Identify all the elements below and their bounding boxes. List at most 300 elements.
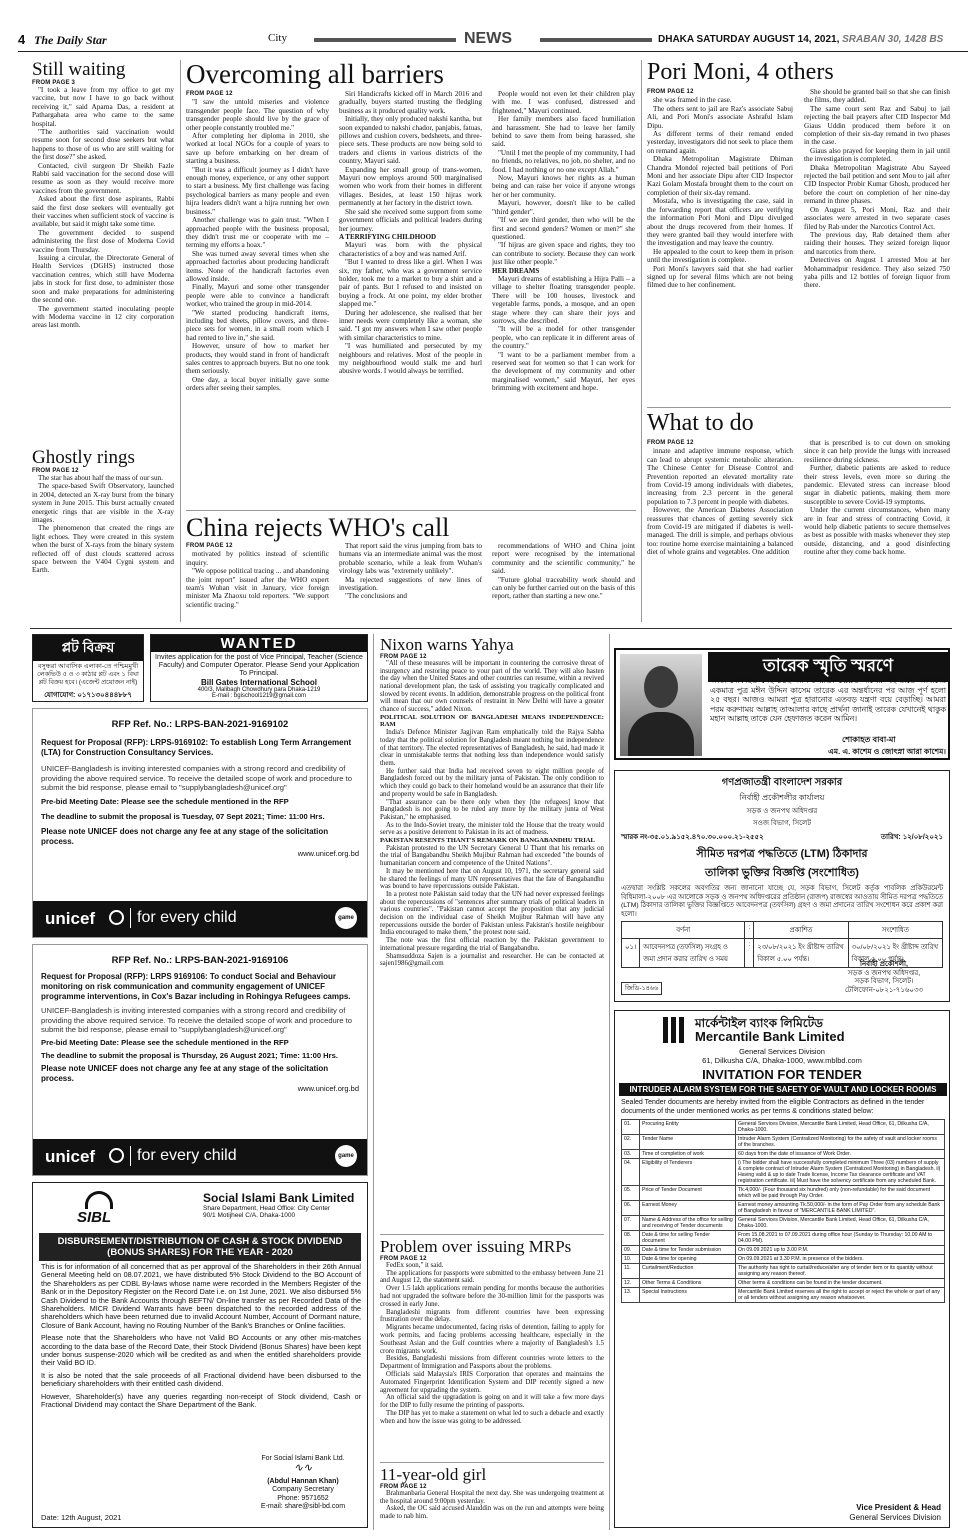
banner-divider [130,1146,131,1166]
signatory-name: (Abdul Hannan Khan) [267,1477,339,1485]
article-body [380,1262,604,1426]
portrait-shoulders [628,712,694,756]
paragraph: However, the American Diabetes Association reassures that chances of getting severely sick from Covid-19 are mitigated if diabetes is well-managed. The drill is simple, and perhaps obvious too: routine home exercise maintaining a balanced diet of whole grains and vegetables. One addition [647,506,793,557]
paragraph: As to the Indo-Soviet treaty, the minister told the House that the treaty would serve as a positive deterrent to Pakistan in its act of madness. [380,821,604,837]
paragraph: The phenomenon that created the rings are light echoes. They were created in this system when the burst of X-rays from the binary system reflected off of dust clouds scattered across space between the V404 Cygni system and Earth. [32,524,174,575]
ad-title: প্লট বিক্রয় [33,635,143,661]
invitation-intro: Sealed Tender documents are hereby invited from the eligible Contractors as defined in the tender documents of the under mentioned works as per terms & conditions stated below: [621,1099,925,1115]
sibl-signature-block [243,1455,363,1512]
row-revised: ৩০/০৮/২০২১ ইং খ্রীষ্টাব্দ তারিখ বিকাল ৫.০০ পর্যন্ত। [848,939,942,968]
paragraph: "I saw the untold miseries and violence transgender people face. The question of why transgender people should live by the grace of other people constantly troubled me." [186,98,329,132]
tender-value-cell: General Services Division, Mercantile Bank Limited, Head Office, 61, Dilkusha C/A, Dhaka-1000. [736,1216,945,1231]
header-cell: প্রকাশিত [754,922,848,939]
paragraph: Brahmanbaria General Hospital the next day. She was undergoing treatment at the hospital around 9:00pm yesterday. [380,1489,604,1505]
rfp-ref: RFP Ref. No.: LRPS-BAN-2021-9169102 [111,719,289,730]
paragraph: Dhaka Metropolitan Magistrate Dhiman Chandra Mondol rejected bail petitions of Pori Moni and her associate Dipu after CID Inspector Kazi Golam Mostafa brought them to the court on completion of their six-day remand. [647,155,793,197]
column-3 [492,90,635,393]
paragraph: Dhaka Metropolitan Magistrate Abu Sayeed rejected the bail petition and sent Mou to jail after CID Inspector Probir Kumar Ghosh, produced her before the court on completion of her nine-day remand in three phases. [804,163,950,206]
paragraph: Please note that the Shareholders who have not Valid BO Accounts or any other mis-matches according to the data base of the Record Date, their Stock Dividend (Bonus Shares) have been kept under bonus suspense-2020 which will be credited as and when the entitled shareholders provide their Valid BO ID. [41,1333,361,1368]
from-page: FROM PAGE 12 [647,440,694,446]
article-body [380,1490,604,1521]
paragraph: Issuing a circular, the Directorate General of Health Services (DGHS) instructed those vaccination centres, which still have Moderna jabs in stock for first dose, to administer those soon and make preparations for administering the second one. [32,254,174,305]
column-1 [186,542,329,609]
ad-tarek-memorial [614,648,950,760]
rfp-body: UNICEF-Bangladesh is inviting interested companies with a strong record and credibility of providing the above required service. To receive the detailed scope of work and procedure to submit the bid response, please email to "supplybangladesh@unicef.org" [41,1006,352,1034]
subhead: POLITICAL SOLUTION OF BANGLADESH MEANS INDEPENDENCE: RAM [380,713,604,729]
paragraph: "Until I met the people of my community, I had no friends, no relatives, no job, no shelter, and no food. I had nothing or no one except Allah." [492,148,635,174]
tender-value-cell: On 09.09.2021 up to 3.00 P.M. [736,1246,945,1255]
article-body [32,86,174,330]
paragraph: Mostafa, who is investigating the case, said in the forwarding report that officers are verifying the information Pori Moni and Dipu divulged about the drugs recovered from their homes. If they were granted bail they would interfere with the investigation and may leave the country. [647,197,793,248]
tender-label-cell: Procuring Entity [640,1120,736,1135]
ad-phone-line [33,689,143,701]
header-cell: সংশোধিত [848,922,942,939]
sibl-header [203,1191,363,1219]
tender-table [621,1119,945,1303]
paragraph: recommendations of WHO and China joint report were recognised by the international community and the scientific community," he said. [492,542,635,576]
category-label: NEWS [464,30,512,47]
paper-name: The Daily Star [34,33,107,47]
mbl-logo-icon [661,1017,687,1043]
section-rule [186,510,636,511]
subhead: A TERRIFYING CHILDHOOD [339,232,437,241]
headline: Pori Moni, 4 others [647,60,834,85]
rfp-url[interactable]: www.unicef.org.bd [297,848,359,858]
row-colon: : [745,939,754,968]
signature-label: শোকাহত বাবা-মা [842,735,896,744]
paragraph: Asked, the OC said accused Alauddin was on the run and attempts were being made to nab him. [380,1505,604,1521]
rfp-body: UNICEF-Bangladesh is inviting interested companies with a strong record and credibility of providing the above required service. To receive the detailed scope of work and procedure to submit the bid response, please email to "supplybangladesh@unicef.org" [41,764,352,792]
headline: Problem over issuing MRPs [380,1238,572,1256]
byline: Shamsuddoza Sajen is a journalist and researcher. He can be contacted at sajen1986@gmail.com [380,952,604,968]
headline: China rejects WHO's call [186,514,450,542]
paragraph: "It will be a model for other transgender people, who can replicate it in different areas of the country." [492,325,635,351]
table-row [622,1201,945,1216]
masthead-rule-left [314,38,456,42]
from-page: FROM PAGE 12 [380,1255,427,1262]
sibl-arch-icon [85,1191,113,1209]
rfp-url[interactable]: www.unicef.org.bd [297,1083,359,1093]
from-page: FROM PAGE 12 [380,1483,427,1490]
article-nixon [380,636,604,1230]
tender-label-cell: Earnest Money [640,1201,736,1216]
ad-plot-sale [32,634,144,702]
rfp-deadline: The deadline to submit the proposal is Thursday, 26 August 2021; Time: 11:00 Hrs. [41,1050,338,1060]
paragraph: "That assurance can be there only when they [the refugees] know that Bangladesh is not going to be ruled any more by the military junta of West Pakistan," he emphasised. [380,798,604,821]
paragraph: Over 1.5 lakh applications remain pending for months because the authorities had not upgraded the software before the 30-million limit for the passports was crossed in early June. [380,1285,604,1308]
from-page: FROM PAGE 12 [380,653,427,660]
rfp-ref: RFP Ref. No.: LRPS-BAN-2021-9169106 [111,955,289,966]
rfp-note: Please note UNICEF does not charge any fee at any stage of the solicitation process. [41,826,329,846]
column-2 [804,439,950,557]
tender-label-cell: Date & time for selling Tender document [640,1231,736,1246]
headline: Overcoming all barriers [186,60,444,89]
paragraph: "But I wanted to dress like a girl. When I was six, my father, who was a government service holder, took me to a market to buy a shirt and a pair of pants. But I refused to and insisted on buying a frock. At one point, my elder brother slapped me." [339,258,482,309]
masthead-underline [18,51,968,52]
unicef-banner [33,1139,367,1175]
ad-title: WANTED [151,635,367,652]
tagline: for every child [137,909,237,926]
tender-value-cell: On 09.09.2021 at 3.30 P.M. in presence of the bidders. [736,1255,945,1264]
section-rule [380,1462,604,1463]
rfp-title: Request for Proposal (RFP): LRPS 9169106: To conduct Social and Behaviour monitoring on risk communication and community engagement of UNICEF programme interventions, in Cox's Bazar including in Rohingya Refugees camps. [41,972,351,1001]
paragraph: "The conclusions and [345,592,408,601]
paragraph: She should be granted bail so that she can finish the films, they added. [804,88,950,105]
tender-value-cell: Other terms & conditions can be found in the tender document. [736,1279,945,1288]
row-published: ২৩/০৮/২০২১ ইং খ্রীষ্টাব্দ তারিখ বিকাল ৫.০০ পর্যন্ত। [754,939,848,968]
tender-no-cell: 04. [622,1159,640,1186]
paragraph: During her adolescence, she realised that her inner needs were completely like a woman, she said. "I got my answers when I saw other people with similar characteristics to mine. [339,308,482,342]
row-description: আবেদনপত্র (তফসিল) সংগ্রহ ও জমা প্রদান করার তারিখ ও সময় [640,939,745,968]
article-pori-moni [647,60,951,408]
gd-reference: জিডি-১৪৬৬ [621,982,662,995]
paragraph: Bangladeshi migrants from different countries have been expressing frustration over the delay. [380,1308,604,1324]
govt-signature [829,961,939,995]
parents-names: এম. এ. কাশেম ও জোৎস্না আরা কাশেম। [828,747,946,756]
header-cell: বর্ণনা [622,922,745,939]
paragraph: She was turned away several times when she approached factories about producing handicraft items. None of the handicraft factories even allowed inside. [186,249,329,283]
table-row [622,1186,945,1201]
paragraph: Giaus also prayed for keeping them in jail until the investigation is completed. [804,146,950,164]
bank-bangla-name: মার্কেন্টাইল ব্যাংক লিমিটেড [695,1016,823,1030]
unicef-logo-text: unicef [45,1147,96,1166]
portrait-photo [620,654,702,756]
article-mrps [380,1238,604,1460]
article-still-waiting [32,60,174,440]
tender-value-cell: Earnest money amounting Tk.50,000/- in the form of Pay Order from any schedule Bank of Bangladesh in favour of "MERCANTILE BANK LIMITED". [736,1201,945,1216]
ads-divider [30,628,952,629]
paragraph: Contacted, civil surgeon Dr Sheikh Fazle Rabbi said vaccination for the second dose will resume as soon as they would receive more vaccines from the government. [32,161,174,195]
paragraph: The government decided to suspend administering the first dose of Moderna Covid vaccine from Thursday. [32,228,174,254]
sibl-logo [73,1191,143,1227]
article-what-to-do [647,411,951,622]
mbl-signature [849,1503,941,1523]
column-3 [492,542,635,601]
paragraph: He further said that India had received seven to eight million people of Bangladesh forced out by the military junta of Pakistan. The only condition to which they could go back to their homeland would be an assurance that their life and property would be safe in Bangladesh. [380,767,604,798]
paragraph: FedEx soon," it said. [386,1261,444,1269]
sibl-body [41,1263,361,1410]
ad-body: বসুন্ধরা আবাসিক এলাকা-তে পশ্চিমমুখী লেকভিউ ৫ ও ৩ কাঠার প্লট এবং ১ বিঘা প্লট বিক্রয় হবে। (এজেন্ট প্রয়োজন নাই) [37,663,139,686]
paragraph: Mayuri was born with the physical characteristics of a boy and was named Arif. [339,241,482,258]
table-row [622,1216,945,1231]
from-page: FROM PAGE 12 [647,89,694,95]
tender-no-cell: 06. [622,1201,640,1216]
headline: Nixon warns Yahya [380,636,514,654]
memo-number: স্মারক নং-৩৫.০১.৯১৫২.৪৭০.৩০.০০০.২১-২৫৫২ [621,834,764,841]
column-2 [339,542,482,601]
invitation-subject: INTRUDER ALARM SYSTEM FOR THE SAFETY OF VAULT AND LOCKER ROOMS [619,1083,947,1096]
tender-no-cell: 10. [622,1255,640,1264]
paragraph: Besides, Bangladeshi missions from different countries wrote letters to the Department of Immigration and Passports about the problems. [380,1355,604,1371]
paragraph: Asked about the first dose aspirants, Rabbi said the first dose seekers will eventually get their vaccines when sufficient stock of vaccine is available, but said it might take some time. [32,195,174,229]
tender-table-wrap [621,1119,945,1303]
table-header-row [622,922,943,939]
tender-value-cell: i) The bidder shall have successfully completed minimum Three (03) numbers of supply & complete contract of Intruder Alarm System (Centralized Monitoring) in Bangladesh. ii) Having valid & up to date Trade license, Income Tax clearance certificate and VAT registration certificate. iii) Must have the solvency certificate from any scheduled Bank. [736,1159,945,1186]
paragraph: Mayuri dreams of establishing a Hijra Palli – a village to shelter floating transgender people. There will be 100 houses, livestock and vegetable farms, ponds, a mosque, and an open stage where they can share their joys and sorrows, she described. [492,274,635,325]
headline: Still waiting [32,60,126,80]
paragraph: However, unsure of how to market her products, they would stand in front of handicraft sales centres to approach buyers. But no one took them seriously. [186,342,329,376]
paragraph: After completing her diploma in 2010, she worked at local NGOs for a couple of years to save up before embarking on her dream of starting a business. [186,132,329,166]
tender-no-cell: 08. [622,1231,640,1246]
bank-name: Mercantile Bank Limited [695,1029,845,1044]
tagline: for every child [137,1147,237,1164]
portrait-head [644,666,678,708]
section-label: City [268,32,287,44]
article-overcoming [186,60,636,508]
from-page: FROM PAGE 12 [186,91,233,97]
date-line [658,34,943,45]
section-rule [647,407,951,408]
tender-no-cell: 09. [622,1246,640,1255]
paragraph: Further, diabetic patients are asked to reduce their stress levels, even more so during the pandemic. Elevated stress can increase blood sugar in diabetic patients, making them more susceptible to severe Covid-19 symptoms. [804,464,950,506]
tender-label-cell: Price of Tender Document [640,1186,736,1201]
tender-label-cell: Special Instructions [640,1288,736,1303]
table-row [622,1135,945,1150]
govt-line-1: গণপ্রজাতন্ত্রী বাংলাদেশ সরকার [721,777,843,788]
paragraph: that is prescribed is to cut down on smoking since it can help provide the lungs with increased resilience during sickness. [804,439,950,464]
paragraph: The space-based Swift Observatory, launched in 2004, detected an X-ray burst from the binary system in June 2015. This burst actually created energetic rings that are visible in the X-ray images. [32,482,174,524]
paragraph: Migrants became undocumented, facing risks of detention, failing to apply for work permits, and facing problems accessing healthcare, especially in the Southeast Asian and the Gulf countries where a majority of Bangladesh's 1.5 crore migrants work. [380,1324,604,1355]
notice-title-1: সীমিত দরপত্র পদ্ধতিতে (LTM) ঠিকাদার [696,848,868,860]
table-row [622,1150,945,1159]
for-bank: For Social Islami Bank Ltd. [261,1455,345,1462]
column-rule [641,60,642,622]
game-badge: game [335,1145,357,1167]
masthead [18,30,968,50]
paragraph: The others sent to jail are Raz's associate Sabuj Ali, and Pori Moni's associate Ashraful Islam Dipu. [647,104,793,130]
paragraph: It may be mentioned here that on August 10, 1971, the secretary general said he shared the feelings of many UN representatives that the fate of Bangabandhu was bound to have repercussions outside Pakistan. [380,867,604,891]
paragraph: "All of these measures will be important in countering the corrosive threat of insurgency and restoring peace to your part of the world. They will also hasten the day when the United States and other countries can resume, within a revived national development plan, the task of assisting you tragically complicated and slowed by recent events. In addition, demonstrable progress on the political front will mean that our own counsels of restraint in New Delhi will have a greater chance of success," added Nixon. [380,659,604,714]
column-rule [373,634,374,1530]
subhead: HER DREAMS [492,266,540,275]
paragraph: Another challenge was to gain trust. "When I approached people with the business proposal, they didn't trust me or cooperate with me – terming my efforts a hoax." [186,216,329,250]
headline: Ghostly rings [32,448,135,468]
paragraph: she was framed in the case. [653,96,732,105]
rfp-meeting: Pre-bid Meeting Date: Please see the schedule mentioned in the RFP [41,1037,289,1047]
tender-label-cell: Curtailment/Reduction [640,1264,736,1279]
paragraph: The government started inoculating people with Moderna vaccine in 12 city corporation areas last month. [32,304,174,330]
tender-value-cell: From 15.08.2021 to 07.09.2021 during office hour (Sunday to Thursday: 10.00 AM to 04.00 PM). [736,1231,945,1246]
table-row [622,1264,945,1279]
paragraph: Siri Handicrafts kicked off in March 2016 and gradually, buyers started trusting the fledgling business as it produced quality work. [339,90,482,115]
page-number: 4 [18,32,26,47]
paragraph: That report said the virus jumping from bats to humans via an intermediate animal was the most probable scenario, while a leak from Wuhan's virology labs was "extremely unlikely". [339,542,482,576]
memo-line [615,829,949,845]
paragraph: He appealed to the court to keep them in prison until the investigation is complete. [647,247,793,265]
from-page: FROM PAGE 12 [32,467,79,474]
tender-label-cell: Tender Name [640,1135,736,1150]
ad-phone-label: যোগাযোগ: [44,692,76,699]
bank-division: General Services Division [739,1047,825,1056]
tender-label-cell: Date & time for opening [640,1255,736,1264]
memo-date: তারিখ: ১২/০৮/২০২১ [880,834,943,841]
paragraph: Mayuri, however, doesn't like to be called "third gender". [492,199,635,216]
tender-no-cell: 13. [622,1288,640,1303]
table-row [622,1288,945,1303]
paragraph: Officials said Malaysia's IRIS Corporation that operates and maintains the Automated Fingerprint Identification System and DIP recently signed a new agreement for upgrading the system. [380,1371,604,1394]
ad-unicef-rfp-2 [32,944,368,1176]
ad-phone: ০১৭১৩০৪৪৪৮৮৭ [77,692,132,699]
table-row [622,1159,945,1186]
section-rule [380,1234,604,1235]
paragraph: innate and adaptive immune response, which can lead to abrupt systemic metabolic alteration. The Chinese Center for Disease Control and Prevention reported an elevated mortality rate from Covid-19 among individuals with diabetes, increasing from 2.3 percent in the general population to 7.3 percent in people with diabetes. [647,447,793,506]
sign-line-3: সড়ক বিভাগ, সিলেট। [854,978,914,985]
tender-value-cell: General Services Division, Mercantile Bank Limited, Head Office, 61, Dilkusha C/A, Dhaka-1000. [736,1120,945,1135]
paragraph: People would not even let their children play with me. I was confused, distressed and frightened," Mayuri continued. [492,90,635,115]
paragraph: India's Defence Minister Jagjivan Ram emphatically told the Rajya Sabha today that the political solution for Bangladesh meant nothing but independence of that territory. The elected representatives of Bangladesh, he said, had made it clear in unmistakable terms that nothing less than independence would satisfy them. [380,729,604,767]
sign-line-1: নির্বাহী প্রকৌশলী, [860,961,908,968]
paragraph: Expanding her small group of trans-women, Mayuri now employs around 500 marginalised women who work from their homes in different villages. Besides, at least 150 hijras work permanently at her factory in the district town. [339,165,482,208]
paragraph: motivated by politics instead of scientific inquiry. [186,550,329,567]
tender-no-cell: 02. [622,1135,640,1150]
paragraph: However, Shareholder(s) have any queries regarding non-receipt of Stock dividend, Cash or Fractional Dividend may contact the Share Department of the Bank. [41,1391,361,1410]
paragraph: As different terms of their remand ended yesterday, investigators did not seek to place them on remand again. [647,130,793,155]
rfp-meeting: Pre-bid Meeting Date: Please see the schedule mentioned in the RFP [41,796,289,806]
tender-no-cell: 07. [622,1216,640,1231]
column-rule [180,60,181,622]
tender-no-cell: 03. [622,1150,640,1159]
table-row [622,1120,945,1135]
headline: 11-year-old girl [380,1466,487,1484]
tender-label-cell: Time of completion of work [640,1150,736,1159]
ad-address: 400/3, Malibagh Chowdhury para Dhaka-1219 [197,687,321,693]
ad-sibl-dividend [32,1182,368,1528]
sign-line-2: সড়ক ও জনপথ অধিদপ্তর, [847,969,921,977]
article-ghostly-rings [32,448,174,618]
from-page: FROM PAGE 12 [186,543,233,549]
signatory-role: Company Secretary [272,1486,334,1493]
ad-body: Invites application for the post of Vice Principal, Teacher (Science Faculty) and Computer Operator. Please Send your Application To Principal. [155,652,363,677]
govt-line-4: সওজ বিভাগ, সিলেট [752,820,812,827]
tender-value-cell: Tk.4,000/- (Four thousand six hundred) only (non-refundable) for the said document which will be paid through Pay Order. [736,1186,945,1201]
article-body [380,660,604,968]
paragraph: The applications for passports were submitted to the embassy between June 21 and August 12, the statement said. [380,1269,604,1285]
tender-value-cell: Mercantile Bank Limited reserves all the right to accept or reject the whole or part of any or all tenders without assigning any reason whatsoever. [736,1288,945,1303]
bank-name: Social Islami Bank Limited [203,1191,355,1205]
tender-no-cell: 01. [622,1120,640,1135]
paragraph: "But it was a difficult journey as I didn't have enough money, experience, or any other support to start a business. My first challenge was facing psychological barriers as many people and even hijra leaders didn't want a hijra running her own business." [186,165,329,216]
ad-email: E-mail : bgischool1219@gmail.com [211,693,307,699]
article-girl [380,1466,604,1532]
paragraph: She said she received some support from some government officials and political leaders during her journey. [339,207,482,233]
tender-value-cell: The authority has right to curtail/reduce/alter any of tender item or its quantity without assigning any reason thereof. [736,1264,945,1279]
sibl-logo-text: SIBL [77,1209,112,1226]
column-2 [804,88,950,290]
rfp-title: Request for Proposal (RFP): LRPS-9169102: To establish Long Term Arrangement (LTA) for Construction Consultancy Services. [41,738,352,757]
paragraph: This is for information of all concerned that as per approval of the Shareholders in their 26th Annual General Meeting held on 08.07.2021, we have distributed 5% Stock Dividend to the BO Account of the Shareholders as per CDBL By-laws whose name were recorded in the Members Register of the Bank or in the Depository Register on the Record Date i.e. on 1st June, 2021. We also disbursed 5% Cash Dividend to the Bank Accounts through BEFTN/ On-line transfer as per Recorded Data of the Shareholders. MICR Dividend Warrants have been dispatched to the recorded address of the shareholders which have been returned due to invalid Account Number, Account of Dormant nature, Closure of Bank Account, having no Routing Number of the Bank's Branches or Online facilities. [41,1262,361,1330]
article-china [186,514,636,622]
column-2 [339,90,482,376]
date: DHAKA SATURDAY AUGUST 14, 2021, [658,34,840,45]
paragraph: Detectives on August 1 arrested Mou at her Mohammadpur residence. They also seized 750 yaba pills and 12 bottles of foreign liquor from there. [804,256,950,290]
notice-body: এতদ্বারা সংশ্লিষ্ট সকলের অবগতির জন্য জানানো যাচ্ছে যে, সড়ক বিভাগ, সিলেট কর্তৃক পাবলিক প্রকিউরমেন্ট বিধিমালা-২০০৮ এর আলোকে সড়ক ও জনপথ অধিদপ্তরের প্রতিষ্ঠান (রাজপ) রাজস্বের আওতায় সীমিত দরপত্র পদ্ধতিতে (LTM) ঠিকাদার তালিকা ভুক্তির বিজ্ঞপ্তিতে আবেদনপত্র (তফসিল) গ্রহণ ও জমা প্রদানের তারিখ সংশোধন করে প্রকাশ করা হলো। [621,885,943,918]
paragraph: "I took a leave from my office to get my vaccine, but now I have to go back without receiving it," said Aparna Das, a resident at Pathargahata area who came to the same hospital. [32,85,174,128]
signatory-phone: Phone: 9571652 [277,1494,329,1502]
paragraph: Pori Moni's lawyers said that she had earlier signed up for several films which are not being filmed due to her confinement. [647,264,793,290]
tender-no-cell: 11. [622,1264,640,1279]
paragraph: Now, Mayuri knows her rights as a human being and can raise her voice if anyone wrongs her or her community. [492,174,635,199]
paragraph: On August 5, Pori Moni, Raz and their associates were arrested in two separate cases filed by Rab under the Narcotics Control Act. [804,205,950,231]
column-1 [647,439,793,557]
bank-address: 61, Dilkusha C/A, Dhaka-1000, www.mblbd.com [702,1056,862,1065]
tender-label-cell: Date & time for Tender submission [640,1246,736,1255]
govt-line-2: নির্বাহী প্রকৌশলীর কার্যালয় [739,793,825,802]
subhead: PAKISTAN RESENTS THANT'S REMARK ON BANGABANDHU TRIAL [380,837,595,845]
game-badge: game [335,907,357,929]
paragraph: The DIP has yet to make a statement on what led to such a debacle and exactly when and how the issue was going to be addressed. [380,1409,604,1425]
sign-line-2: General Services Division [849,1513,941,1522]
table-row [622,1279,945,1288]
unicef-logo-text: unicef [45,909,96,928]
paragraph: Pakistan protested to the UN Secretary General U Thant that his remarks on the trial of Bangabandhu Sheikh Mujibur Rahman had exceeded "the bounds of humanitarian concern and competence of the United Nations". [380,844,604,868]
paragraph: "If we are third gender, then who will be the first and second genders? Women or men?" she questioned. [492,216,635,241]
invitation-title: INVITATION FOR TENDER [702,1067,862,1082]
column-1 [186,90,329,393]
paragraph: Finally, Mayuri and some other transgender people were able to convince a handicraft worker, who trained the group in mid-2014. [186,283,329,309]
paragraph: An official said the upgradation is going on and it will take a few more days for the DIP to fully resume the printing of passports. [380,1394,604,1410]
paragraph: The star has about half the mass of our sun. [38,473,163,482]
globe-icon [109,1148,124,1163]
ad-title: তারেক স্মৃতি স্মরণে [708,652,948,682]
paragraph: "I want to be a parliament member from a reserved seat for women so that I can work for the development of my community and other marginalised women," said Mayuri, her eyes brimming with excitement and hope. [492,350,635,393]
paragraph: "We oppose political tracing ... and abandoning the joint report" issued after the WHO expert team's Wuhan visit in January, vice foreign minister Ma Zhaoxu told reporters. "We support scientific tracing." [186,567,329,609]
tender-value-cell: Intruder Alarm System (Centralized Monitoring) for the safety of vault and locker rooms of the branches. [736,1135,945,1150]
tender-label-cell: Name & Address of the office for selling and receiving of Tender documents [640,1216,736,1231]
ad-mercantile-tender [614,1010,950,1528]
bangla-date: SRABAN 30, 1428 BS [842,34,944,45]
paragraph: "I was humiliated and persecuted by my neighbours and relatives. Most of the people in my neighbourhood would stalk me and hurl abusive words. I would always be terrified. [339,342,482,376]
notice-date: Date: 12th August, 2021 [41,1513,122,1522]
globe-icon [109,910,124,925]
rfp-note: Please note UNICEF does not charge any fee at any stage of the solicitation process. [41,1063,329,1083]
sign-line-4: টেলিফোন-০৮২১-৭১৬০৩৩ [844,986,924,994]
sign-line-1: Vice President & Head [856,1503,941,1512]
paragraph: Ma rejected suggestions of new lines of investigation. [339,575,482,593]
column-1 [647,88,793,290]
rfp-deadline: The deadline to submit the proposal is Tuesday, 07 Sept 2021; Time: 11:00 Hrs. [41,811,325,821]
table-row [622,1231,945,1246]
paragraph: The previous day, Rab detained them after raiding their houses. They seized foreign liquor and narcotics from there. [804,230,950,256]
bank-dept: Share Department, Head Office: City Center [203,1205,331,1212]
paragraph: "We started producing handicraft items, including bed sheets, pillow covers, and three-piece sets for women, in a small room which I had rented to live in," she said. [186,308,329,342]
govt-line-3: সড়ক ও জনপথ অধিদপ্তর [746,808,818,815]
masthead-rule-right [540,38,652,42]
signatory-email: E-mail: share@sibl-bd.com [260,1503,346,1510]
paragraph: Under the current circumstances, when many are in fear and stress of contracting Covid, it would help diabetic patients to secure themselves as best as possible with masks whenever they step outside, distancing, and a good disinfecting routine after they come back home. [804,506,950,557]
notice-title-2: তালিকা ভুক্তির বিজ্ঞপ্তি (সংশোধিত) [705,867,859,879]
paragraph: In a protest note Pakistan said today that the UN had never expressed feelings about the repercussions of "sentences after summary trials of political leaders in various countries". "Pakistan cannot accept the proposition that any judicial decision on the individual case of Sheikh Mujibur Rahman will have any repercussions outside the border of Pakistan unless Pakistan's hostile neighbour India encouraged to make them," the protest note said. [380,890,604,937]
header-cell: : [745,922,754,939]
paragraph: One day, a local buyer initially gave some orders after seeing their samples. [186,375,329,393]
paragraph: "Future global traceability work should and can only be further carried out on the basis of this report, rather than starting a new one." [492,575,635,601]
paragraph: Initially, they only produced nakshi kantha, but soon expanded to nakshi chador, panjabis, fatuas, pillows and cushion covers, bedsheets, and three-piece sets. These products are now being sold to traders and clients in various districts of the country, Mayuri said. [339,115,482,166]
unicef-banner [33,901,367,937]
ad-school: Bill Gates International School [200,678,318,687]
banner-divider [130,908,131,928]
paragraph: The same court sent Raz and Sabuj to jail rejecting the bail prayers after CID Inspector Md Giaus Uddin produced them before it on completion of their six-day remand in two phases in the case. [804,104,950,147]
bank-address: 90/1 Motijheel C/A, Dhaka-1000 [203,1212,296,1219]
tender-value-cell: 60 days from the date of issuance of Work Order. [736,1150,945,1159]
signature-mark: ∿∿ [293,1461,313,1474]
article-body [32,474,174,575]
column-rule [609,634,610,1530]
ad-text: আজ শোকাহত সেই ১৪ই আগস্ট রাত। ১৯৯৬ সালের এই রাতে আমাদের একমাত্র পুত্র মঈন উদ্দিন কাসেম তারেক এর অন্তর্ধানের পর আজ পূর্ণ হলো ২৫ বছর। আজও আমরা পুত্র হারানোর এতবড় যন্ত্রণা বয়ে বেড়াচ্ছি। আমরা পরম করুণাময় আল্লাহ তাআলার কাছে প্রার্থনা জানাই তারেক যেখানেই থাকুক মহান আল্লাহ তাকে যেন হেফাজত করেন আমিন। [710,676,946,723]
headline: What to do [647,411,754,436]
ad-govt-ltm [614,770,950,1002]
tender-no-cell: 05. [622,1186,640,1201]
ad-wanted [150,634,368,702]
ad-unicef-rfp-1 [32,708,368,938]
